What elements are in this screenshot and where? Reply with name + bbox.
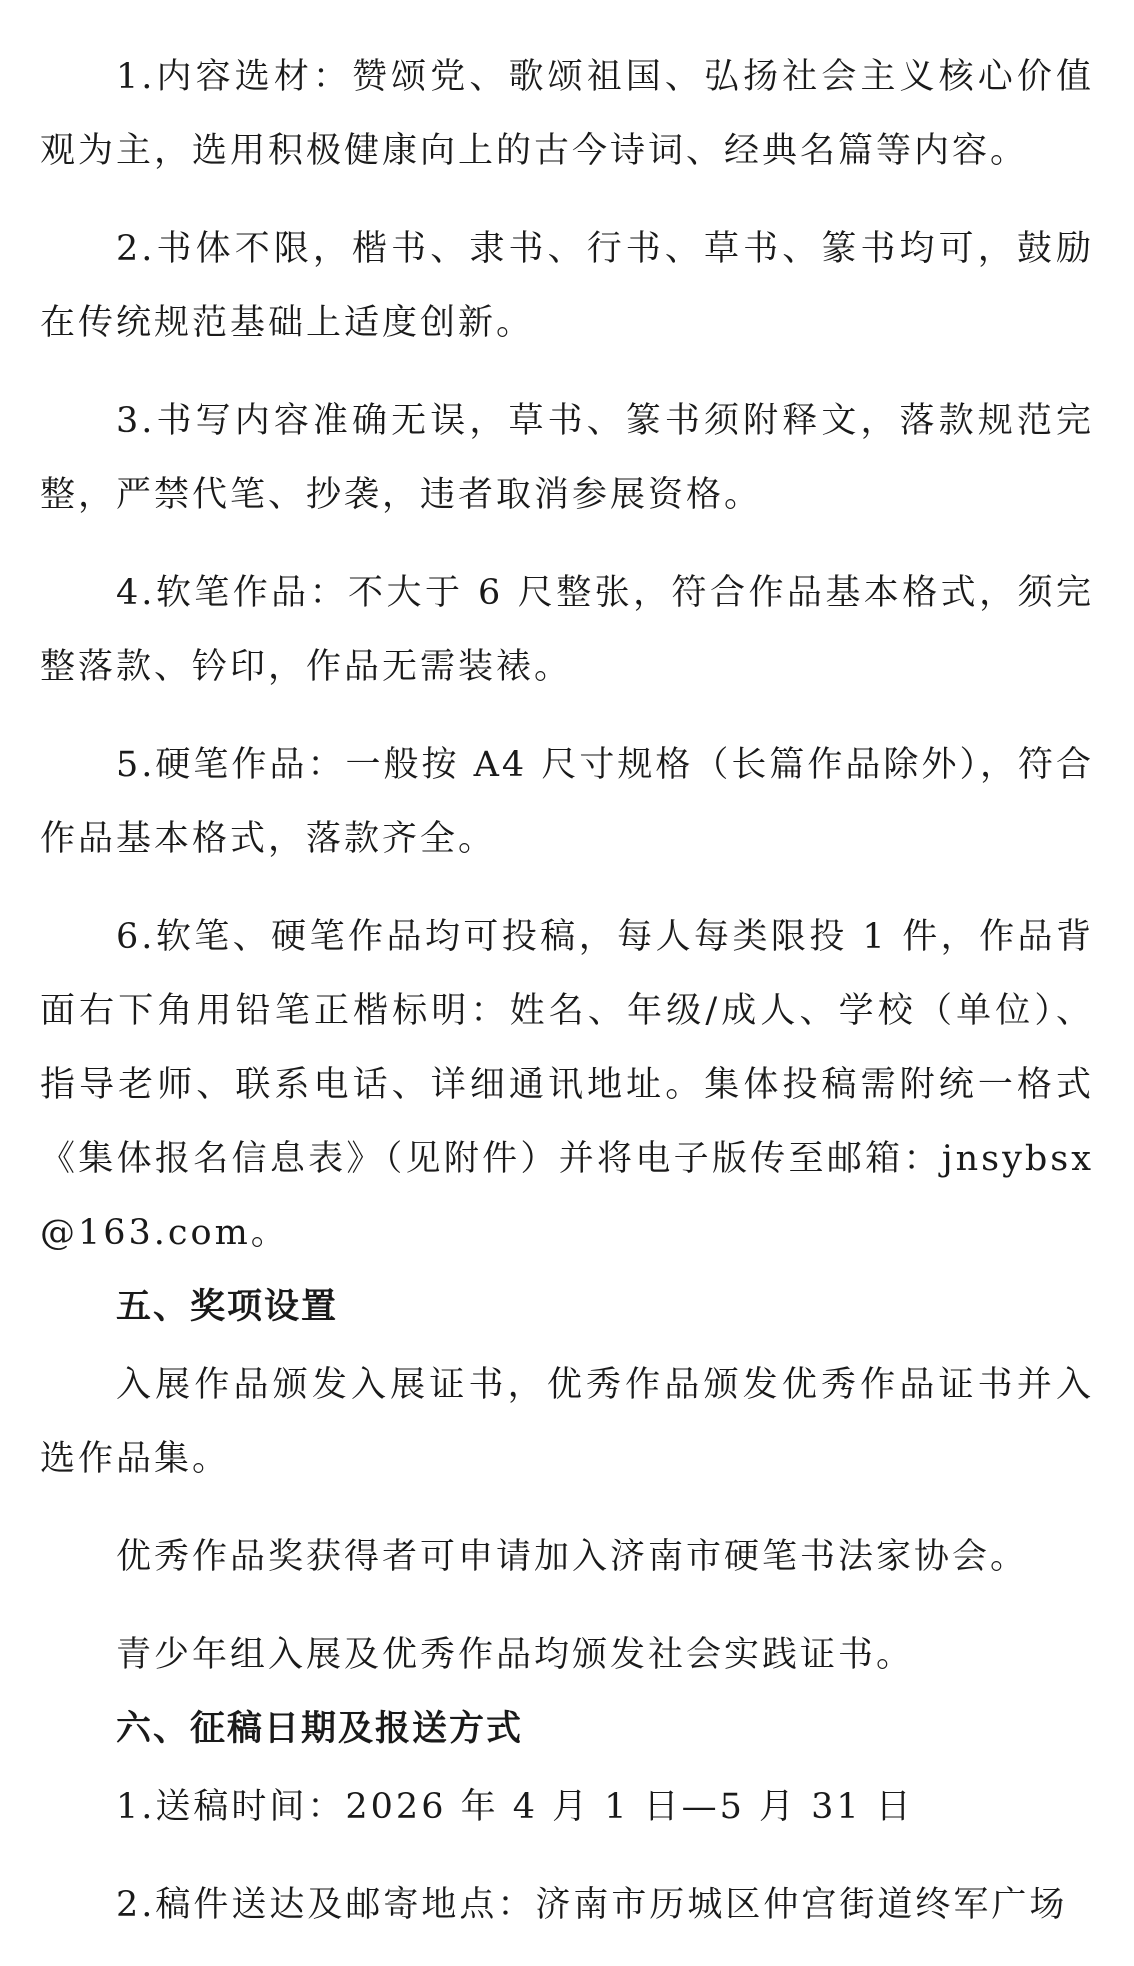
rule-item-script-style: 2.书体不限，楷书、隶书、行书、草书、篆书均可，鼓励在传统规范基础上适度创新。 bbox=[40, 229, 1094, 343]
section-heading-dates: 六、征稿日期及报送方式 bbox=[116, 1709, 524, 1749]
awards-paragraph-certificates: 入展作品颁发入展证书，优秀作品颁发优秀作品证书并入选作品集。 bbox=[40, 1365, 1094, 1479]
document-body bbox=[40, 40, 1094, 1966]
dates-item-submission-time: 1.送稿时间：2026 年 4 月 1 日—5 月 31 日 bbox=[116, 1787, 914, 1827]
awards-paragraph-youth: 青少年组入展及优秀作品均颁发社会实践证书。 bbox=[116, 1635, 915, 1675]
dates-item-delivery-address: 2.稿件送达及邮寄地点：济南市历城区仲宫街道终军广场 bbox=[116, 1885, 1068, 1925]
rule-item-content-selection: 1.内容选材：赞颂党、歌颂祖国、弘扬社会主义核心价值观为主，选用积极健康向上的古今诗词、经典名篇等内容。 bbox=[40, 57, 1094, 171]
section-heading-awards: 五、奖项设置 bbox=[116, 1287, 339, 1327]
awards-paragraph-association: 优秀作品奖获得者可申请加入济南市硬笔书法家协会。 bbox=[116, 1537, 1029, 1577]
rule-item-hard-pen-works: 5.硬笔作品：一般按 A4 尺寸规格（长篇作品除外），符合作品基本格式，落款齐全。 bbox=[40, 745, 1094, 859]
rule-item-submission: 6.软笔、硬笔作品均可投稿，每人每类限投 1 件，作品背面右下角用铅笔正楷标明：姓名、年级/成人、学校（单位）、指导老师、联系电话、详细通讯地址。集体投稿需附统一格式《集体报名信息表》（见附件）并将电子版传至邮箱：jnsybsx@163.com。 bbox=[40, 917, 1094, 1253]
rule-item-brush-works: 4.软笔作品：不大于 6 尺整张，符合作品基本格式，须完整落款、钤印，作品无需装裱。 bbox=[40, 573, 1094, 687]
rule-item-accuracy: 3.书写内容准确无误，草书、篆书须附释文，落款规范完整，严禁代笔、抄袭，违者取消参展资格。 bbox=[40, 401, 1094, 515]
